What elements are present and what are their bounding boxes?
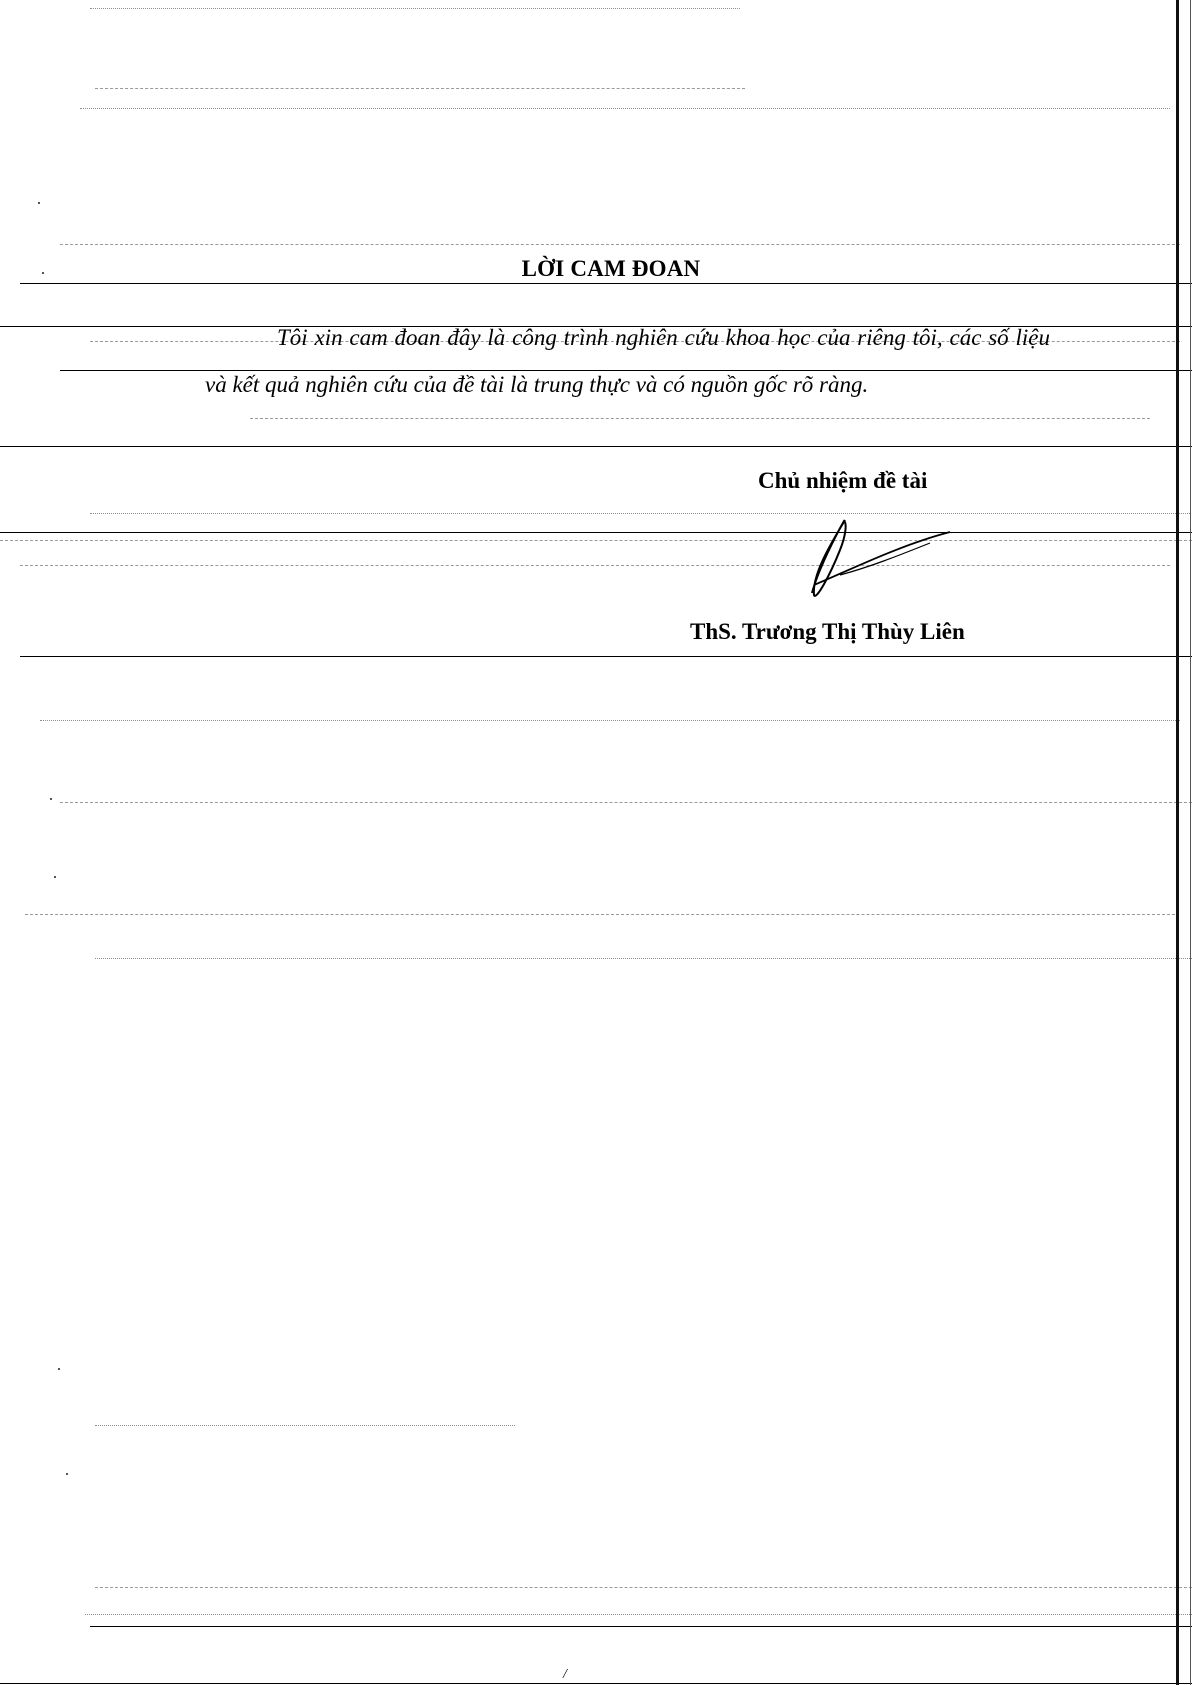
signer-role: Chủ nhiệm đề tài: [758, 468, 928, 493]
footer-mark: /: [563, 1667, 567, 1682]
document-title: LỜI CAM ĐOAN: [521, 256, 701, 281]
signature-mark: [800, 515, 960, 600]
declaration-paragraph: [205, 314, 1050, 408]
signer-name: ThS. Trương Thị Thùy Liên: [690, 619, 965, 644]
declaration-text: Tôi xin cam đoan đây là công trình nghiên cứu khoa học của riêng tôi, các số liệu và kết quả nghiên cứu của đề tài là trung thực và có nguồn gốc rõ ràng.: [205, 325, 1050, 397]
